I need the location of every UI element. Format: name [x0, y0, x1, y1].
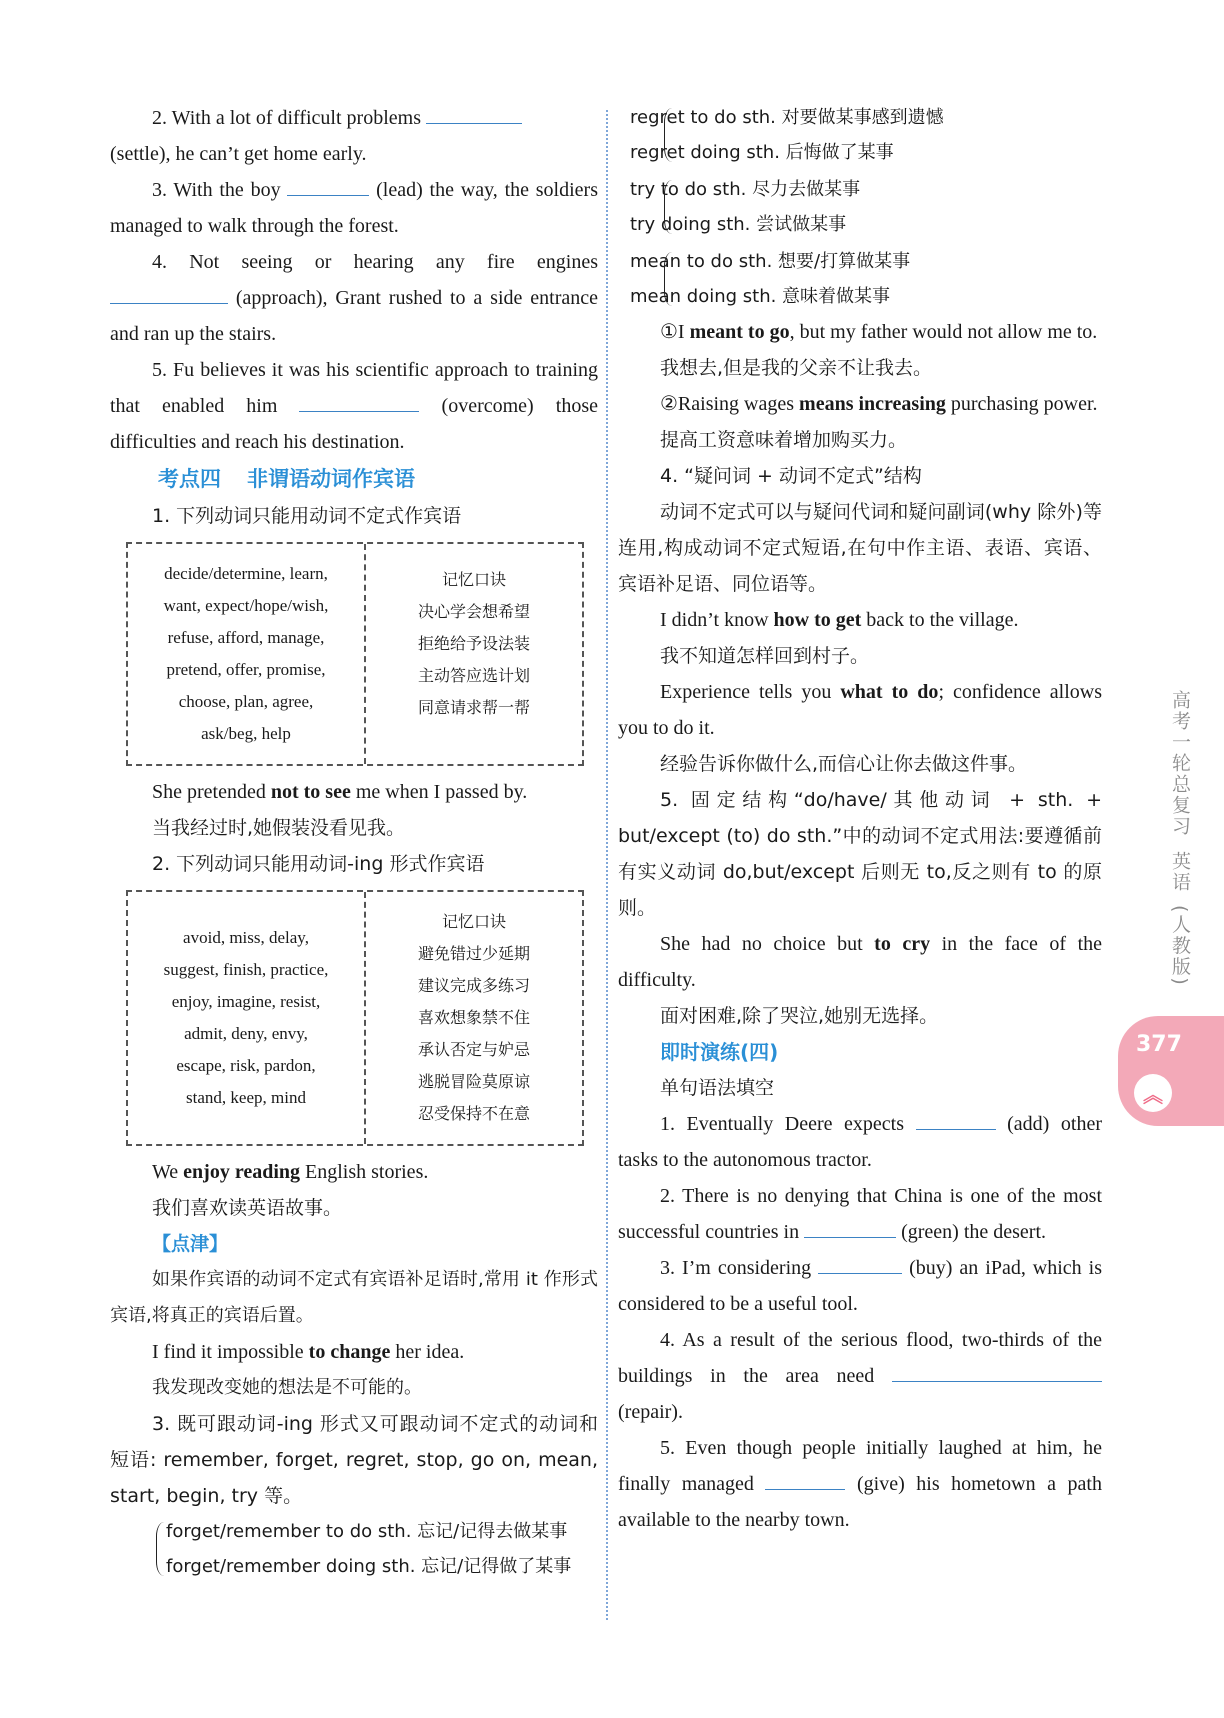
example-translation: 经验告诉你做什么,而信心让你去做这件事。 [660, 753, 1028, 775]
answer-blank[interactable] [765, 1467, 845, 1490]
practice-2: 2. There is no denying that China is one of the most successful countries in (green) the desert. [618, 1185, 1102, 1243]
note-text: 如果作宾语的动词不定式有宾语补足语时,常用 it 作形式宾语,将真正的宾语后置。 [110, 1269, 598, 1326]
example-sentence: She pretended not to see me when I passed by. [152, 781, 528, 803]
example-translation: 面对困难,除了哭泣,她别无选择。 [660, 1005, 939, 1027]
answer-blank[interactable] [916, 1107, 996, 1130]
mnemonic: 记忆口诀 避免错过少延期 建议完成多练习 喜欢想象禁不住 承认否定与妒忌 逃脱冒险莫原谅 忍受保持不在意 [417, 912, 530, 1123]
verb-pair-forget-remember: forget/remember to do sth. 忘记/记得去做某事 forget/remember doing sth. 忘记/记得做了某事 [110, 1514, 598, 1584]
example-translation: 我发现改变她的想法是不可能的。 [152, 1377, 422, 1398]
answer-blank[interactable] [426, 101, 522, 124]
example-sentence: ①I meant to go, but my father would not allow me to. [660, 321, 1098, 343]
practice-title: 即时演练(四) [660, 1040, 779, 1064]
answer-blank[interactable] [287, 173, 369, 196]
verb-pair-mean: mean to do sth. 想要/打算做某事 mean doing sth. 意味着做某事 [618, 244, 1102, 314]
practice-1: 1. Eventually Deere expects (add) other tasks to the autonomous tractor. [618, 1106, 1102, 1178]
subheading-2: 2. 下列动词只能用动词-ing 形式作宾语 [152, 853, 485, 875]
exercise-3: 3. With the boy (lead) the way, the soldiers managed to walk through the forest. [110, 172, 598, 244]
example-translation: 我们喜欢读英语故事。 [152, 1197, 343, 1219]
verb-list: decide/determine, learn, want, expect/hope/wish, refuse, afford, manage, pretend, offer, promise, choose, plan, agree, ask/beg, help [128, 544, 366, 764]
side-title: 高考一轮总复习英语(人教版) [1169, 690, 1191, 987]
practice-3: 3. I’m considering (buy) an iPad, which is considered to be a useful tool. [618, 1250, 1102, 1322]
page-number-tab [1118, 1016, 1224, 1126]
example-translation: 我不知道怎样回到村子。 [660, 645, 870, 667]
exercise-4: 4. Not seeing or hearing any fire engines (approach), Grant rushed to a side entrance and ran up the stairs. [110, 251, 598, 345]
answer-blank[interactable] [804, 1215, 896, 1238]
mnemonic: 记忆口诀 决心学会想希望 拒绝给予设法装 主动答应选计划 同意请求帮一帮 [417, 570, 530, 717]
example-sentence: We enjoy reading English stories. [152, 1161, 429, 1183]
practice-4: 4. As a result of the serious flood, two-thirds of the buildings in the area need (repair). [618, 1329, 1102, 1423]
practice-subtitle: 单句语法填空 [660, 1077, 775, 1099]
example-sentence: ②Raising wages means increasing purchasing power. [660, 393, 1098, 415]
exercise-5: 5. Fu believes it was his scientific approach to training that enabled him (overcome) those difficulties and reach his destination. [110, 359, 598, 453]
note-tag: 【点津】 [152, 1233, 229, 1255]
page-number: 377 [1136, 1032, 1182, 1057]
subheading-1: 1. 下列动词只能用动词不定式作宾语 [152, 505, 462, 527]
example-translation: 提高工资意味着增加购买力。 [660, 429, 908, 451]
subheading-5: 5. 固定结构“do/have/其他动词 + sth. + but/except (to) do sth.”中的动词不定式用法:要遵循前有实义动词 do,but/except 后则无 to,反之则有 to 的原则。 [618, 789, 1102, 919]
example-sentence: I didn’t know how to get back to the village. [660, 609, 1019, 631]
verb-box-ing [126, 890, 584, 1146]
verb-pair-try: try to do sth. 尽力去做某事 try doing sth. 尝试做某事 [618, 172, 1102, 242]
verb-list: avoid, miss, delay, suggest, finish, practice, enjoy, imagine, resist, admit, deny, envy, escape, risk, pardon, stand, keep, mind [128, 892, 366, 1144]
left-column [110, 100, 598, 1584]
answer-blank[interactable] [818, 1251, 902, 1274]
subheading-4-text: 动词不定式可以与疑问代词和疑问副词(why 除外)等连用,构成动词不定式短语,在句中作主语、表语、宾语、宾语补足语、同位语等。 [618, 501, 1102, 595]
example-translation: 当我经过时,她假装没看见我。 [152, 817, 406, 839]
example-translation: 我想去,但是我的父亲不让我去。 [660, 357, 933, 379]
example-sentence: I find it impossible to change her idea. [152, 1341, 465, 1363]
answer-blank[interactable] [110, 281, 228, 304]
subheading-3: 3. 既可跟动词-ing 形式又可跟动词不定式的动词和短语: remember, forget, regret, stop, go on, mean, start, begin, try 等。 [110, 1413, 598, 1507]
section-heading: 考点四 非谓语动词作宾语 [158, 467, 415, 491]
double-chevron-up-icon[interactable]: ︽ [1134, 1074, 1172, 1112]
right-column [618, 100, 1102, 1538]
verb-pair-regret: regret to do sth. 对要做某事感到遗憾 regret doing sth. 后悔做了某事 [618, 100, 1102, 170]
example-sentence: She had no choice but to cry in the face of the difficulty. [618, 933, 1103, 991]
column-divider [606, 110, 608, 1620]
exercise-2: 2. With a lot of difficult problems (settle), he can’t get home early. [110, 100, 598, 172]
verb-box-infinitive [126, 542, 584, 766]
subheading-4: 4. “疑问词 + 动词不定式”结构 [660, 465, 922, 487]
example-sentence: Experience tells you what to do; confidence allows you to do it. [618, 681, 1102, 739]
practice-5: 5. Even though people initially laughed at him, he finally managed (give) his hometown a path available to the nearby town. [618, 1437, 1102, 1531]
answer-blank[interactable] [299, 389, 419, 412]
answer-blank[interactable] [892, 1359, 1102, 1382]
